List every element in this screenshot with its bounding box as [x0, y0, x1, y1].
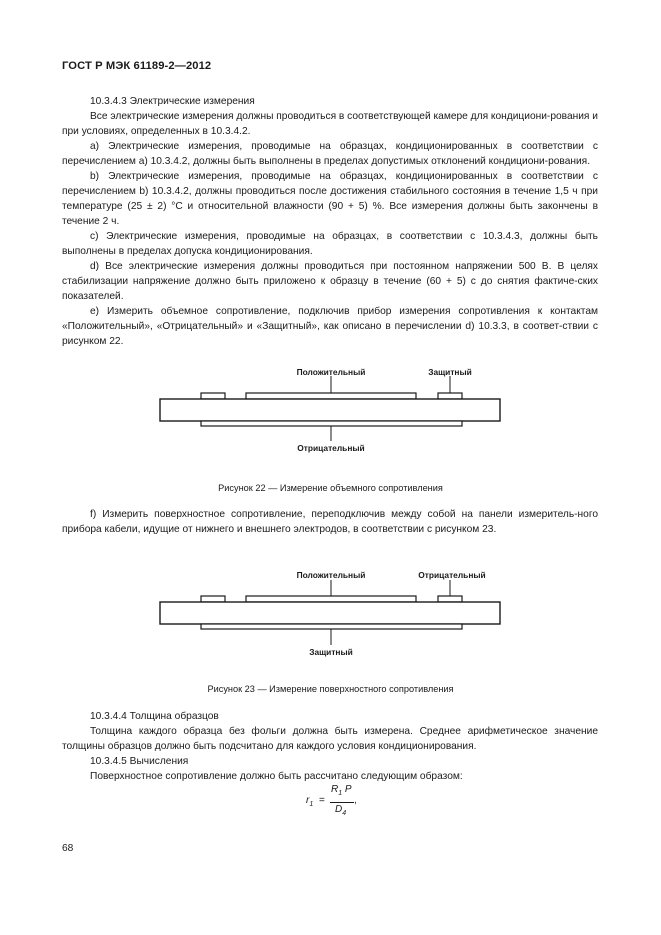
- document-header: ГОСТ Р МЭК 61189-2—2012: [62, 60, 212, 72]
- fraction-bar: [330, 802, 354, 803]
- paragraph: 10.3.4.5 Вычисления: [90, 756, 189, 767]
- paragraph: 10.3.4.4 Толщина образцов: [90, 711, 219, 722]
- paragraph: b) Электрические измерения, проводимые на образцах, кондиционированных в соответствии с перечислением b) 10.3.4.2, должны проводиться после достижения стабильного состояния в течение 1,5 ч при температуре (25 ± 2) °С и относительной влажности (90 + 5) %. Все измерения должны быть закончены в течение 2 ч.: [62, 171, 598, 227]
- label-guard: Защитный: [309, 647, 353, 657]
- formula-num-b: P: [344, 784, 352, 795]
- paragraph: Толщина каждого образца без фольги должна быть измерена. Среднее арифметическое значение толщины образцов должно быть подсчитано для каждого условия кондиционирования.: [62, 726, 598, 752]
- formula-num-a-sub: 1: [338, 790, 343, 797]
- electrode-bottom: [201, 624, 462, 629]
- electrode-negative: [438, 596, 462, 602]
- formula-comma: ,: [354, 795, 357, 806]
- label-positive: Положительный: [296, 570, 366, 580]
- paragraph: a) Электрические измерения, проводимые на образцах, кондиционированных в соответствии с перечислением a) 10.3.4.2, должны быть выполнены в пределах допустимых отклонений кондициони-рования.: [62, 141, 598, 167]
- electrode-positive: [246, 596, 416, 602]
- label-negative: Отрицательный: [297, 443, 365, 453]
- paragraph: d) Все электрические измерения должны проводиться при постоянном напряжении 500 В. В целях стабилизации напряжение должно быть приложено к образцу в течение (60 + 5) с до снятия фактиче-ских показателей.: [62, 261, 598, 302]
- formula-num-a: R: [331, 784, 339, 795]
- label-positive: Положительный: [296, 367, 366, 377]
- paragraph: Поверхностное сопротивление должно быть рассчитано следующим образом:: [90, 771, 463, 782]
- paragraph: e) Измерить объемное сопротивление, подключив прибор измерения сопротивления к контактам «Положительный», «Отрицательный» и «Защитный», как описано в перечислении d) 10.3.3, в соответ-ствии с рисунком 22.: [62, 306, 598, 347]
- paragraph: f) Измерить поверхностное сопротивление, переподключив между собой на панели измеритель-ного прибора кабели, идущие от нижнего и внешнего электродов, в соответствии с рисунком 23.: [62, 509, 598, 535]
- formula-den: D: [335, 804, 343, 815]
- paragraph: 10.3.4.3 Электрические измерения: [90, 96, 255, 107]
- page-number: 68: [62, 843, 74, 854]
- label-guard: Защитный: [428, 367, 472, 377]
- formula-equals: =: [319, 795, 325, 806]
- formula-den-sub: 4: [342, 810, 347, 817]
- label-negative: Отрицательный: [418, 570, 486, 580]
- sample-plate: [160, 602, 500, 624]
- figure-22-caption: Рисунок 22 — Измерение объемного сопротивления: [218, 483, 443, 493]
- formula-lhs-sub: 1: [309, 801, 314, 808]
- electrode-left-small: [201, 596, 225, 602]
- figure-23-caption: Рисунок 23 — Измерение поверхностного сопротивления: [207, 684, 454, 694]
- paragraph: Все электрические измерения должны проводиться в соответствующей камере для кондициони-рования и при условиях, определенных в 10.3.4.2.: [62, 111, 598, 137]
- section-thickness-and-calculations: [62, 709, 598, 784]
- paragraph: c) Электрические измерения, проводимые на образцах, в соответствии с 10.3.4.3, должны быть выполнены в пределах допуска кондиционирования.: [62, 231, 598, 257]
- formula-lhs: r: [306, 795, 310, 806]
